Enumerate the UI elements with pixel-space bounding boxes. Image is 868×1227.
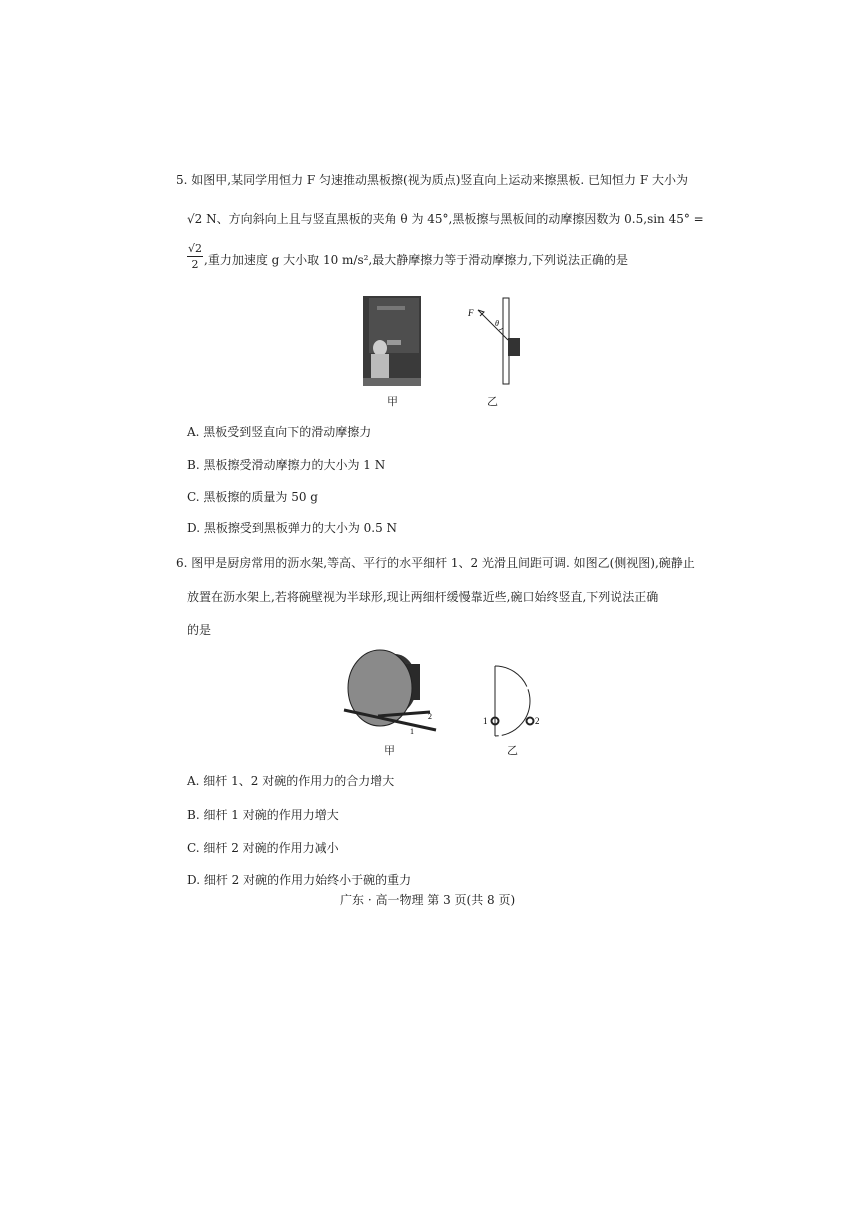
q6-option-b: B. 细杆 1 对碗的作用力增大 (187, 808, 339, 822)
q5-angle-label: θ (495, 319, 499, 328)
q5-figure-diagram (465, 296, 525, 388)
q5-force-label: F (468, 308, 474, 318)
q6-text-line-3: 的是 (187, 623, 212, 637)
q6-option-c: C. 细杆 2 对碗的作用力减小 (187, 841, 339, 855)
q5-option-b: B. 黑板擦受滑动摩擦力的大小为 1 N (187, 458, 386, 472)
q5-text-line-2: √2 N、方向斜向上且与竖直黑板的夹角 θ 为 45°,黑板擦与黑板间的动摩擦因数为 0.5,sin 45° = (187, 212, 704, 226)
q6-caption-jia: 甲 (384, 744, 395, 757)
q5-caption-jia: 甲 (387, 395, 398, 408)
q5-fraction (187, 242, 203, 271)
q6-figure-bowl (340, 648, 440, 740)
q5-caption-yi: 乙 (487, 395, 498, 408)
q6-option-d: D. 细杆 2 对碗的作用力始终小于碗的重力 (187, 873, 412, 887)
q5-option-d: D. 黑板擦受到黑板弹力的大小为 0.5 N (187, 521, 398, 535)
q6-option-a: A. 细杆 1、2 对碗的作用力的合力增大 (187, 774, 395, 788)
q6-text-line-1: 6. 图甲是厨房常用的沥水架,等高、平行的水平细杆 1、2 光滑且间距可调. 如图乙(侧视图),碗静止 (176, 556, 695, 570)
q6-photo-label-1: 1 (410, 727, 414, 736)
q5-option-c: C. 黑板擦的质量为 50 g (187, 490, 318, 504)
q5-number: 5. (176, 173, 188, 187)
page-footer: 广东 · 高一物理 第 3 页(共 8 页) (340, 893, 516, 907)
q6-number: 6. (176, 556, 188, 570)
q5-text-line-1: 5. 如图甲,某同学用恒力 F 匀速推动黑板擦(视为质点)竖直向上运动来擦黑板. 已知恒力 F 大小为 (176, 173, 689, 187)
q5-text-line-3: ,重力加速度 g 大小取 10 m/s²,最大静摩擦力等于滑动摩擦力,下列说法正确的是 (204, 253, 629, 267)
q6-rod-label-1: 1 (483, 716, 488, 726)
q6-figure-sideview (478, 664, 548, 740)
q5-option-a: A. 黑板受到竖直向下的滑动摩擦力 (187, 425, 372, 439)
q6-caption-yi: 乙 (507, 744, 518, 757)
q6-photo-label-2: 2 (428, 712, 432, 721)
q6-rod-label-2: 2 (535, 716, 540, 726)
q5-fraction-denominator: 2 (191, 258, 199, 271)
q5-figure-photo (363, 296, 421, 386)
q6-text-line-2: 放置在沥水架上,若将碗壁视为半球形,现让两细杆缓慢靠近些,碗口始终竖直,下列说法正确 (187, 590, 659, 604)
q5-fraction-numerator: √2 (187, 242, 202, 255)
